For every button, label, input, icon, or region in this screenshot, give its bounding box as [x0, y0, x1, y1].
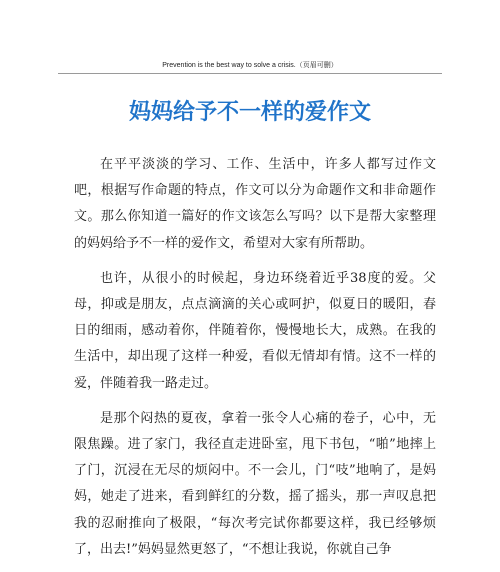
paragraph-3: 是那个闷热的夏夜，拿着一张令人心痛的卷子，心中，无限焦躁。进了家门，我径直走进卧室，甩下书包，“啪”地摔上了门，沉浸在无尽的烦闷中。不一会儿，门“吱”地响了，是妈妈，她走了进来，看到鲜红的分数，摇了摇头，那一声叹息把我的忍耐推向了极限，“每次考完试你都要这样，我已经够烦了，出去!”妈妈显然更怒了，“不想让我说，你就自己争: [74, 410, 436, 557]
page-header-note: Prevention is the best way to solve a crisis.（页眉可删）: [162, 62, 338, 69]
paragraph-2: 也许，从很小的时候起，身边环绕着近乎38度的爱。父母，抑或是朋友，点点滴滴的关心或呵护，似夏日的暖阳，春日的细雨，感动着你，伴随着你，慢慢地长大，成熟。在我的生活中，却出现了这样一种爱，看似无情却有情。这不一样的爱，伴随着我一路走过。: [74, 270, 436, 391]
document-title: 妈妈给予不一样的爱作文: [128, 99, 371, 125]
paragraph-1: 在平平淡淡的学习、工作、生活中，许多人都写过作文吧，根据写作命题的特点，作文可以分为命题作文和非命题作文。那么你知道一篇好的作文该怎么写吗？以下是帮大家整理的妈妈给予不一样的爱作文，希望对大家有所帮助。: [74, 157, 436, 251]
document-body: [74, 152, 436, 572]
header-divider: [58, 73, 442, 74]
